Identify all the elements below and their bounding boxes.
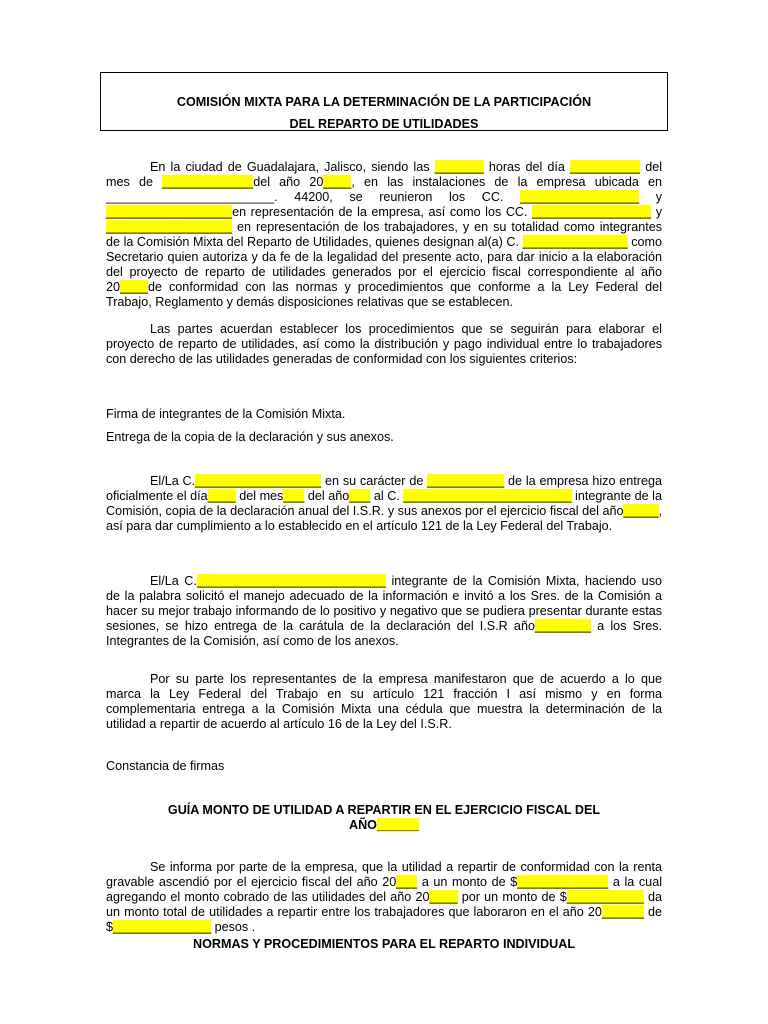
text-run: Se informa por parte de la empresa, que la utilidad a repartir de conformidad con la renta gravable ascendió por el ejercicio fiscal del año 20	[106, 860, 662, 889]
text-run: del año 20	[253, 175, 324, 189]
fill-in-blank: __________________	[106, 205, 233, 219]
text-run: en representación de los trabajadores, y en su totalidad como integrantes de la Comisión Mixta del Reparto de Utilidades, quienes designan al(a) C.	[106, 220, 662, 249]
title-line-2: DEL REPARTO DE UTILIDADES	[289, 117, 479, 131]
fill-in-blank: __________________	[106, 220, 233, 234]
paragraph-company-representatives	[106, 672, 662, 732]
text-run: y	[639, 190, 662, 204]
fill-in-blank: _____________	[517, 875, 609, 889]
paragraph-meeting-intro	[106, 160, 662, 310]
fill-in-blank: _________________	[532, 205, 652, 219]
fill-in-blank: ___________	[427, 474, 505, 488]
text-run: El/La C.	[150, 574, 197, 588]
heading-guia-line-2	[106, 818, 662, 833]
text-run: pesos .	[211, 920, 256, 934]
text-run: como Secretario quien autoriza y da fe de la legalidad del presente acto, para dar inicio a la elaboración del proyecto de reparto de utilidades generados por el ejercicio fiscal correspondiente al año 20	[106, 235, 662, 294]
paragraph-runs	[106, 474, 662, 533]
paragraph-text: Las partes acuerdan establecer los procedimientos que se seguirán para elaborar el proyecto de reparto de utilidades, así como la distribución y pago individual entre lo trabajadores con derecho de las utilidades generadas de conformidad con los siguientes criterios:	[106, 322, 662, 366]
paragraph-utility-amount	[106, 860, 662, 935]
text-run: al C.	[370, 489, 404, 503]
fill-in-blank: ______________	[113, 920, 212, 934]
heading-guia-year-label: AÑO	[348, 818, 377, 832]
text-run: en su carácter de	[321, 474, 428, 488]
text-run: de $	[106, 905, 662, 934]
text-run: a un monto de $	[417, 875, 518, 889]
text-run: del año	[304, 489, 350, 503]
fill-in-blank: _______	[434, 160, 484, 174]
text-run: integrante de la Comisión Mixta, haciendo uso de la palabra solicitó el manejo adecuado de la información e invitó a los Sres. de la Comisión a hacer su mejor trabajo informando de lo positivo y negativo que se pudiera presentar durante estas sesiones, se hizo entrega de la carátula de la declaración del I.S.R año	[106, 574, 662, 633]
fill-in-blank: ___	[396, 875, 418, 889]
paragraph-runs	[106, 160, 662, 309]
fill-in-blank: ____	[323, 175, 352, 189]
heading-guia-line-1: GUÍA MONTO DE UTILIDAD A REPARTIR EN EL EJERCICIO FISCAL DEL	[167, 803, 601, 817]
fill-in-blank: ___	[283, 489, 305, 503]
fill-in-blank: ________	[534, 619, 591, 633]
text-run: del mes de	[106, 160, 662, 189]
text-run: integrante de la Comisión, copia de la declaración anual del I.S.R. y sus anexos por el ejercicio fiscal del año	[106, 489, 662, 518]
text-run: a la cual agregando el monto cobrado de las utilidades del año 20	[106, 875, 662, 904]
line-firma: Firma de integrantes de la Comisión Mixta.	[106, 407, 346, 421]
fill-in-blank: ____	[207, 489, 236, 503]
heading-guia-monto	[106, 803, 662, 833]
heading-guia-year-blank: ______	[376, 818, 420, 832]
text-run: a los Sres. Integrantes de la Comisión, así como de los anexos.	[106, 619, 662, 648]
text-run: por un monto de $	[457, 890, 567, 904]
text-run: En la ciudad de Guadalajara, Jalisco, siendo las	[150, 160, 435, 174]
text-run: de la empresa hizo entrega oficialmente el día	[106, 474, 662, 503]
paragraph-runs	[106, 574, 662, 648]
fill-in-blank: ___	[349, 489, 371, 503]
text-run: horas del día	[483, 160, 571, 174]
title-box	[100, 72, 668, 131]
line-constancia: Constancia de firmas	[106, 759, 225, 773]
fill-in-blank: ______	[601, 905, 644, 919]
paragraph-commission-member	[106, 574, 662, 649]
fill-in-blank: __________________	[195, 474, 322, 488]
text-run: El/La C.	[150, 474, 196, 488]
fill-in-blank: ____	[120, 280, 149, 294]
title-line-1: COMISIÓN MIXTA PARA LA DETERMINACIÓN DE LA PARTICIPACIÓN	[176, 95, 592, 109]
paragraph-delivery	[106, 474, 662, 534]
text-run: del mes	[235, 489, 284, 503]
fill-in-blank: ________________________	[403, 489, 572, 503]
text-run: da un monto total de utilidades a repartir entre los trabajadores que laboraron en el año 20	[106, 890, 662, 919]
text-run: de conformidad con las normas y procedimientos que conforme a la Ley Federal del Trabajo, Reglamento y demás disposiciones relativas que se establecen.	[106, 280, 662, 309]
fill-in-blank: _______________	[522, 235, 628, 249]
paragraph-text: Por su parte los representantes de la empresa manifestaron que de acuerdo a lo que marca la Ley Federal del Trabajo en su artículo 121 fracción I así mismo y en forma complementaria entrega a la Comisión Mixta una cédula que muestra la determinación de la utilidad a repartir de acuerdo al artículo 16 de la Ley del I.S.R.	[106, 672, 662, 731]
text-run: en representación de la empresa, así como los CC.	[232, 205, 533, 219]
fill-in-blank: __________	[570, 160, 641, 174]
text-run: , en las instalaciones de la empresa ubicada en ________________________. 44200, se reunieron los CC.	[106, 175, 662, 204]
fill-in-blank: ___________________________	[196, 574, 386, 588]
fill-in-blank: _________________	[520, 190, 640, 204]
fill-in-blank: ____	[429, 890, 458, 904]
text-run: , así para dar cumplimiento a lo establecido en el artículo 121 de la Ley Federal del Trabajo.	[106, 504, 662, 533]
text-run: y	[651, 205, 663, 219]
fill-in-blank: _____	[623, 504, 659, 518]
fill-in-blank: ___________	[566, 890, 644, 904]
fill-in-blank: _____________	[162, 175, 254, 189]
heading-normas: NORMAS Y PROCEDIMIENTOS PARA EL REPARTO INDIVIDUAL	[192, 937, 576, 951]
paragraph-procedures	[106, 322, 662, 367]
paragraph-runs	[106, 860, 662, 934]
line-entrega: Entrega de la copia de la declaración y sus anexos.	[106, 430, 394, 444]
